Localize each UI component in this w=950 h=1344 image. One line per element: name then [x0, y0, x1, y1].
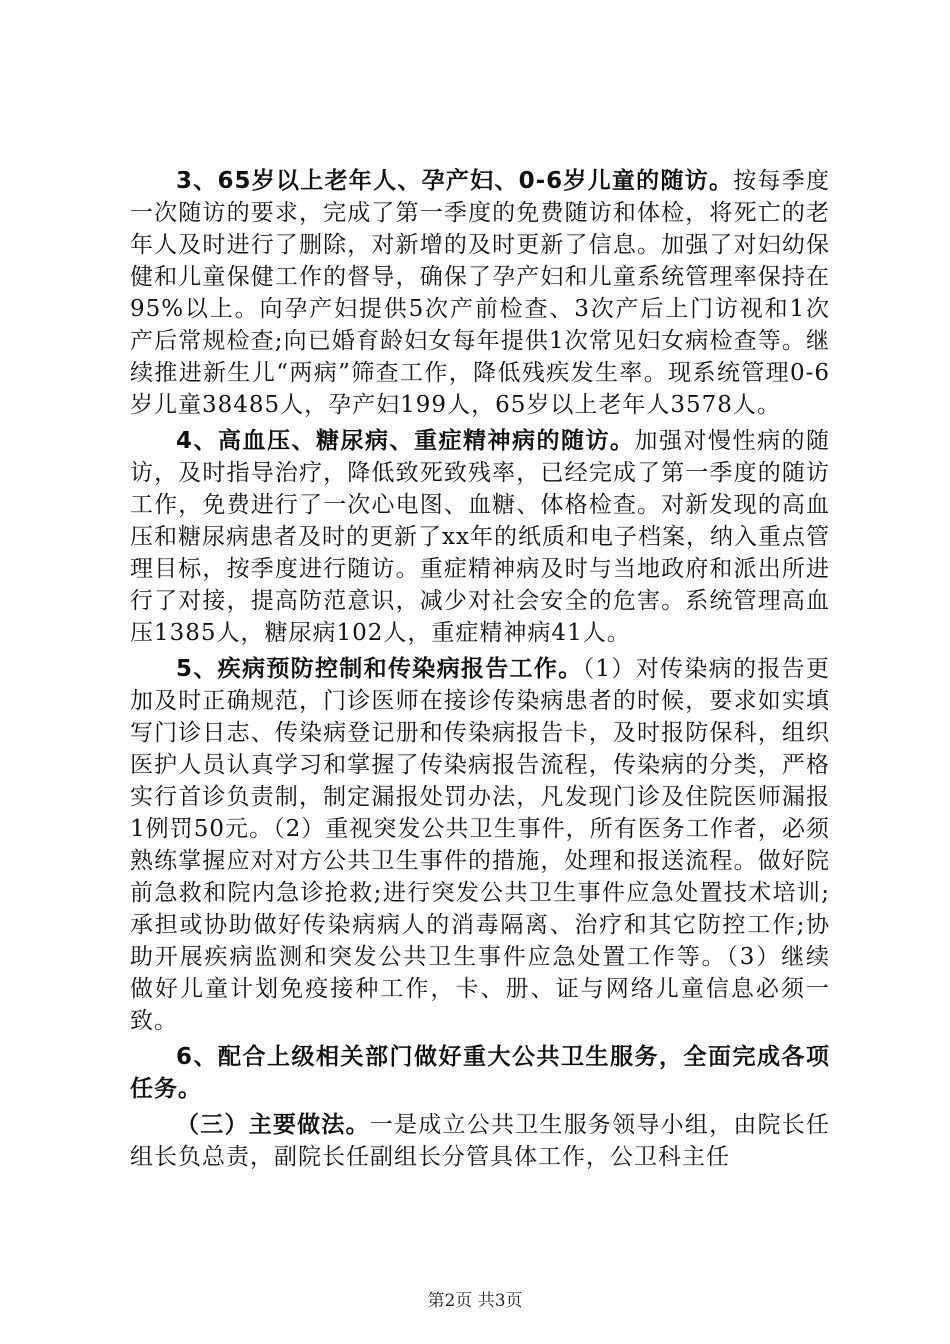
- paragraph-chronic-disease-followup: [130, 425, 830, 649]
- paragraph-text: （1）对传染病的报告更加及时正确规范，门诊医师在接诊传染病患者的时候，要求如实填写门诊日志、传染病登记册和传染病报告卡，及时报防保科，组织医护人员认真学习和掌握了传染病报告流程，传染病的分类，严格实行首诊负责制，制定漏报处罚办法，凡发现门诊及住院医师漏报1例罚50元。（2）重视突发公共卫生事件，所有医务工作者，必须熟练掌握应对对方公共卫生事件的措施，处理和报送流程。做好院前急救和院内急诊抢救;进行突发公共卫生事件应急处置技术培训;承担或协助做好传染病病人的消毒隔离、治疗和其它防控工作;协助开展疾病监测和突发公共卫生事件应急处置工作等。（3）继续做好儿童计划免疫接种工作，卡、册、证与网络儿童信息必须一致。: [130, 656, 830, 1034]
- paragraph-heading: （三）主要做法。: [176, 1112, 370, 1138]
- paragraph-disease-prevention: [130, 653, 830, 1037]
- paragraph-public-health-tasks: [130, 1041, 830, 1105]
- paragraph-heading: 6、配合上级相关部门做好重大公共卫生服务，全面完成各项任务。: [130, 1044, 830, 1102]
- paragraph-text: 一是成立公共卫生服务领导小组，由院长任组长负总责，副院长任副组长分管具体工作，公卫科主任: [130, 1112, 831, 1170]
- page-footer: 第2页 共3页: [427, 1291, 523, 1311]
- paragraph-text: 加强对慢性病的随访，及时指导治疗，降低致死致残率，已经完成了第一季度的随访工作，免费进行了一次心电图、血糖、体格检查。对新发现的高血压和糖尿病患者及时的更新了xx年的纸质和电子档案，纳入重点管理目标，按季度进行随访。重症精神病及时与当地政府和派出所进行了对接，提高防范意识，减少对社会安全的危害。系统管理高血压1385人，糖尿病102人，重症精神病41人。: [130, 428, 830, 646]
- document-body: [130, 165, 830, 1177]
- paragraph-heading: 3、65岁以上老年人、孕产妇、0-6岁儿童的随访。: [176, 168, 734, 194]
- paragraph-main-practices: [130, 1109, 830, 1173]
- paragraph-heading: 5、疾病预防控制和传染病报告工作。: [176, 656, 583, 682]
- paragraph-heading: 4、高血压、糖尿病、重症精神病的随访。: [176, 428, 635, 454]
- paragraph-text: 按每季度一次随访的要求，完成了第一季度的免费随访和体检，将死亡的老年人及时进行了删除，对新增的及时更新了信息。加强了对妇幼保健和儿童保健工作的督导，确保了孕产妇和儿童系统管理率保持在95%以上。向孕产妇提供5次产前检查、3次产后上门访视和1次产后常规检查;向已婚育龄妇女每年提供1次常见妇女病检查等。继续推进新生儿“两病”筛查工作，降低残疾发生率。现系统管理0-6岁儿童38485人，孕产妇199人，65岁以上老年人3578人。: [130, 168, 830, 418]
- paragraph-elderly-maternal-child-followup: [130, 165, 830, 421]
